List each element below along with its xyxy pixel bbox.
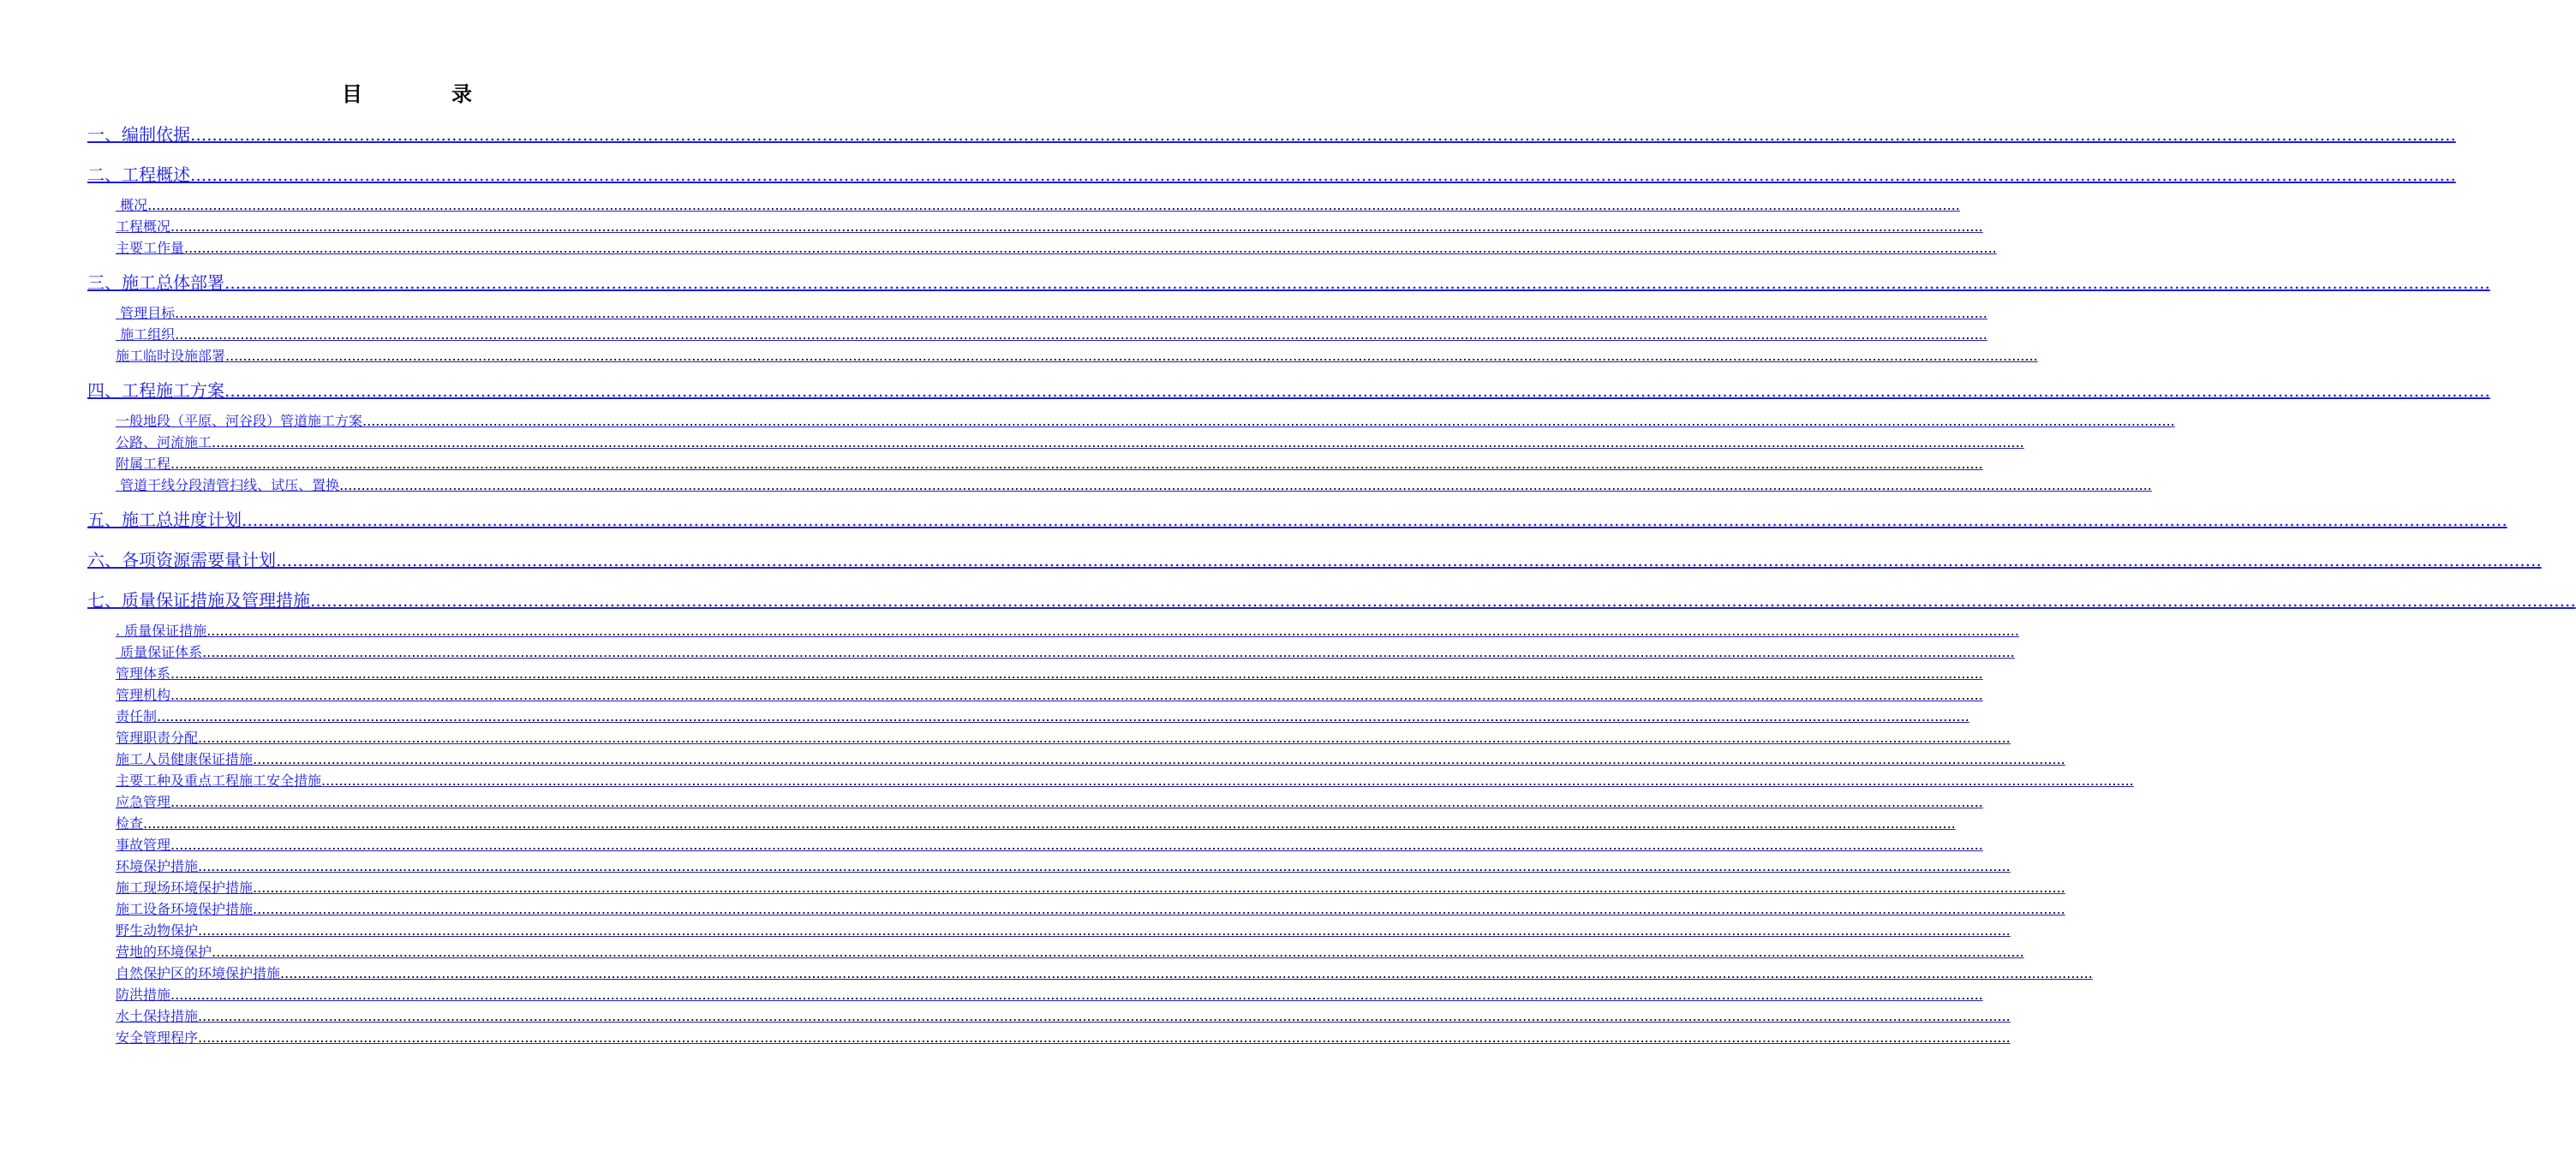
toc-subsection-label: 管道干线分段清管扫线、试压、置换 bbox=[116, 477, 340, 493]
toc-subsection[interactable] bbox=[87, 663, 1983, 684]
toc-subsection-label: 施工人员健康保证措施 bbox=[116, 751, 254, 767]
toc-subsection-label: 检查 bbox=[116, 815, 144, 832]
toc-dot-leader: ................................................................................................................................................................................................................................................................................................................................................................................................................................ bbox=[310, 590, 2576, 611]
toc-dot-leader: ................................................................................................................................................................................................................................................................................................................................................................................................................................ bbox=[170, 665, 1983, 682]
toc-dot-leader: ................................................................................................................................................................................................................................................................................................................................................................................................................................ bbox=[198, 1008, 2011, 1024]
toc-section-6[interactable] bbox=[87, 547, 2542, 573]
toc-section-2[interactable] bbox=[87, 162, 2456, 188]
toc-dot-leader: ................................................................................................................................................................................................................................................................................................................................................................................................................................ bbox=[280, 965, 2093, 981]
toc-dot-leader: ................................................................................................................................................................................................................................................................................................................................................................................................................................ bbox=[190, 164, 2456, 185]
toc-subsection[interactable] bbox=[87, 984, 1983, 1005]
toc-subsection[interactable] bbox=[87, 856, 2011, 877]
toc-dot-leader: ................................................................................................................................................................................................................................................................................................................................................................................................................................ bbox=[175, 326, 1987, 343]
toc-subsection-label: 主要工种及重点工程施工安全措施 bbox=[116, 772, 322, 789]
toc-dot-leader: ................................................................................................................................................................................................................................................................................................................................................................................................................................ bbox=[170, 456, 1983, 472]
toc-subsection[interactable] bbox=[87, 791, 1983, 813]
toc-subsection-label: 管理体系 bbox=[116, 665, 171, 682]
toc-subsection[interactable] bbox=[87, 1027, 2011, 1048]
toc-dot-leader: ................................................................................................................................................................................................................................................................................................................................................................................................................................ bbox=[362, 413, 2175, 429]
toc-section-1[interactable] bbox=[87, 122, 2456, 147]
toc-section-5[interactable] bbox=[87, 507, 2507, 533]
toc-section-7[interactable] bbox=[87, 587, 2576, 613]
toc-subsection[interactable] bbox=[87, 898, 2065, 920]
toc-subsection-label: 概况 bbox=[116, 197, 148, 213]
toc-subsection-label: 环境保护措施 bbox=[116, 858, 199, 874]
toc-subsection-label: 水土保持措施 bbox=[116, 1008, 199, 1024]
toc-subsection-label: 营地的环境保护 bbox=[116, 944, 212, 960]
toc-subsection[interactable] bbox=[87, 706, 1969, 727]
toc-section-label: 一、编制依据 bbox=[87, 124, 190, 145]
toc-subsection[interactable] bbox=[87, 770, 2134, 791]
toc-dot-leader: ................................................................................................................................................................................................................................................................................................................................................................................................................................ bbox=[198, 1029, 2011, 1046]
toc-subsection[interactable] bbox=[87, 453, 1983, 474]
toc-subsection-label: 管理目标 bbox=[116, 305, 176, 321]
toc-dot-leader: ................................................................................................................................................................................................................................................................................................................................................................................................................................ bbox=[253, 901, 2065, 917]
toc-dot-leader: ................................................................................................................................................................................................................................................................................................................................................................................................................................ bbox=[175, 305, 1987, 321]
toc-dot-leader: ................................................................................................................................................................................................................................................................................................................................................................................................................................ bbox=[170, 987, 1983, 1003]
toc-dot-leader: ................................................................................................................................................................................................................................................................................................................................................................................................................................ bbox=[190, 124, 2456, 145]
toc-subsection[interactable] bbox=[87, 432, 2024, 453]
toc-subsection[interactable] bbox=[87, 410, 2175, 432]
toc-subsection-label: 工程概况 bbox=[116, 218, 171, 235]
toc-dot-leader: ................................................................................................................................................................................................................................................................................................................................................................................................................................ bbox=[157, 708, 1969, 725]
toc-dot-leader: ................................................................................................................................................................................................................................................................................................................................................................................................................................ bbox=[198, 858, 2011, 874]
toc-subsection[interactable] bbox=[87, 813, 1956, 834]
toc-dot-leader: ................................................................................................................................................................................................................................................................................................................................................................................................................................ bbox=[170, 687, 1983, 703]
toc-subsection[interactable] bbox=[87, 920, 2011, 941]
toc-dot-leader: ................................................................................................................................................................................................................................................................................................................................................................................................................................ bbox=[224, 272, 2490, 293]
toc-subsection-label: 野生动物保护 bbox=[116, 922, 199, 939]
toc-section-3[interactable] bbox=[87, 270, 2490, 295]
toc-dot-leader: ................................................................................................................................................................................................................................................................................................................................................................................................................................ bbox=[225, 348, 2038, 364]
toc-section-label: 七、质量保证措施及管理措施 bbox=[87, 590, 310, 611]
toc-subsection[interactable] bbox=[87, 345, 2038, 367]
toc-dot-leader: ................................................................................................................................................................................................................................................................................................................................................................................................................................ bbox=[170, 837, 1983, 853]
toc-subsection[interactable] bbox=[87, 727, 2011, 748]
toc-subsection-label: 应急管理 bbox=[116, 794, 171, 810]
toc-subsection-label: 安全管理程序 bbox=[116, 1029, 199, 1046]
toc-subsection-label: 施工设备环境保护措施 bbox=[116, 901, 254, 917]
toc-subsection[interactable] bbox=[87, 237, 1997, 259]
toc-dot-leader: ................................................................................................................................................................................................................................................................................................................................................................................................................................ bbox=[170, 794, 1983, 810]
toc-subsection[interactable] bbox=[87, 474, 2152, 496]
toc-subsection-label: 施工临时设施部署 bbox=[116, 348, 226, 364]
toc-subsection[interactable] bbox=[87, 302, 1987, 324]
toc-subsection-label: 责任制 bbox=[116, 708, 158, 725]
toc-subsection[interactable] bbox=[87, 1005, 2011, 1027]
toc-subsection[interactable] bbox=[87, 941, 2024, 963]
toc-dot-leader: ................................................................................................................................................................................................................................................................................................................................................................................................................................ bbox=[212, 944, 2024, 960]
toc-dot-leader: ................................................................................................................................................................................................................................................................................................................................................................................................................................ bbox=[276, 550, 2542, 570]
toc-dot-leader: ................................................................................................................................................................................................................................................................................................................................................................................................................................ bbox=[321, 772, 2134, 789]
toc-subsection-label: 施工组织 bbox=[116, 326, 176, 343]
toc-subsection-label: 管理机构 bbox=[116, 687, 171, 703]
toc-dot-leader: ................................................................................................................................................................................................................................................................................................................................................................................................................................ bbox=[184, 240, 1997, 256]
toc-subsection-label: 质量保证体系 bbox=[116, 644, 203, 660]
toc-dot-leader: ................................................................................................................................................................................................................................................................................................................................................................................................................................ bbox=[143, 815, 1956, 832]
toc-section-label: 二、工程概述 bbox=[87, 164, 190, 185]
toc-dot-leader: ................................................................................................................................................................................................................................................................................................................................................................................................................................ bbox=[339, 477, 2152, 493]
toc-subsection-label: 事故管理 bbox=[116, 837, 171, 853]
toc-dot-leader: ................................................................................................................................................................................................................................................................................................................................................................................................................................ bbox=[198, 922, 2011, 939]
toc-subsection[interactable] bbox=[87, 620, 2019, 641]
page-title: 目 录 bbox=[342, 82, 506, 106]
toc-dot-leader: ................................................................................................................................................................................................................................................................................................................................................................................................................................ bbox=[224, 380, 2490, 401]
toc-dot-leader: ................................................................................................................................................................................................................................................................................................................................................................................................................................ bbox=[206, 623, 2019, 639]
toc-dot-leader: ................................................................................................................................................................................................................................................................................................................................................................................................................................ bbox=[253, 751, 2065, 767]
table-of-contents bbox=[87, 120, 2576, 1059]
toc-section-label: 五、施工总进度计划 bbox=[87, 510, 242, 530]
toc-subsection-label: 自然保护区的环境保护措施 bbox=[116, 965, 281, 981]
toc-subsection[interactable] bbox=[87, 194, 1960, 216]
toc-subsection[interactable] bbox=[87, 216, 1983, 237]
toc-subsection[interactable] bbox=[87, 324, 1987, 345]
toc-subsection-label: 管理职责分配 bbox=[116, 730, 199, 746]
toc-subsection[interactable] bbox=[87, 641, 2015, 663]
toc-subsection[interactable] bbox=[87, 834, 1983, 856]
toc-subsection[interactable] bbox=[87, 963, 2093, 984]
toc-dot-leader: ................................................................................................................................................................................................................................................................................................................................................................................................................................ bbox=[253, 880, 2065, 896]
toc-subsection[interactable] bbox=[87, 877, 2065, 898]
toc-section-4[interactable] bbox=[87, 378, 2490, 403]
toc-dot-leader: ................................................................................................................................................................................................................................................................................................................................................................................................................................ bbox=[212, 434, 2024, 450]
toc-subsection-label: 防洪措施 bbox=[116, 987, 171, 1003]
toc-subsection-label: . 质量保证措施 bbox=[116, 623, 207, 639]
toc-subsection-label: 公路、河流施工 bbox=[116, 434, 212, 450]
toc-dot-leader: ................................................................................................................................................................................................................................................................................................................................................................................................................................ bbox=[170, 218, 1983, 235]
toc-dot-leader: ................................................................................................................................................................................................................................................................................................................................................................................................................................ bbox=[242, 510, 2507, 530]
toc-section-label: 三、施工总体部署 bbox=[87, 272, 224, 293]
toc-dot-leader: ................................................................................................................................................................................................................................................................................................................................................................................................................................ bbox=[147, 197, 1960, 213]
toc-subsection-label: 一般地段（平原、河谷段）管道施工方案 bbox=[116, 413, 363, 429]
toc-subsection-label: 施工现场环境保护措施 bbox=[116, 880, 254, 896]
toc-subsection-label: 主要工作量 bbox=[116, 240, 185, 256]
toc-section-label: 六、各项资源需要量计划 bbox=[87, 550, 276, 570]
toc-subsection[interactable] bbox=[87, 748, 2065, 770]
toc-subsection[interactable] bbox=[87, 684, 1983, 706]
toc-section-label: 四、工程施工方案 bbox=[87, 380, 224, 401]
toc-dot-leader: ................................................................................................................................................................................................................................................................................................................................................................................................................................ bbox=[202, 644, 2015, 660]
toc-dot-leader: ................................................................................................................................................................................................................................................................................................................................................................................................................................ bbox=[198, 730, 2011, 746]
toc-subsection-label: 附属工程 bbox=[116, 456, 171, 472]
